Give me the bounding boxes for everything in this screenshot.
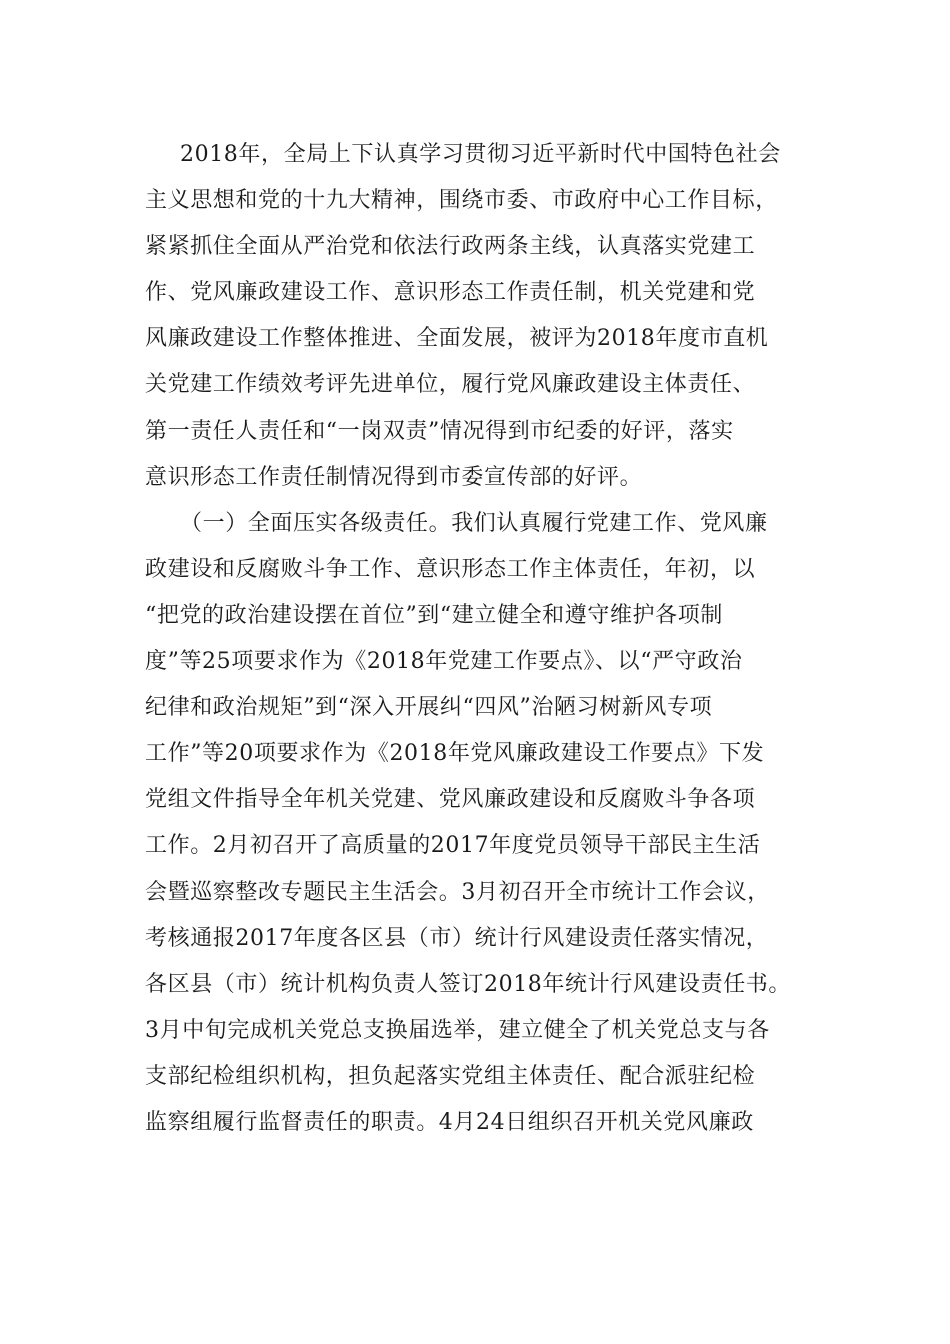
paragraph-2-line-2: 政建设和反腐败斗争工作、意识形态工作主体责任，年初，以 <box>145 556 756 582</box>
paragraph-2-line-8: 工作。2月初召开了高质量的2017年度党员领导干部民主生活 <box>145 833 761 859</box>
paragraph-1-line-2: 主义思想和党的十九大精神，围绕市委、市政府中心工作目标， <box>145 188 778 214</box>
paragraph-1-line-6: 关党建工作绩效考评先进单位，履行党风廉政建设主体责任、 <box>145 372 756 398</box>
paragraph-2-line-12: 3月中旬完成机关党总支换届选举，建立健全了机关党总支与各 <box>145 1017 770 1043</box>
paragraph-2-line-14: 监察组履行监督责任的职责。4月24日组织召开机关党风廉政 <box>145 1109 754 1135</box>
paragraph-2-line-13: 支部纪检组织机构，担负起落实党组主体责任、配合派驻纪检 <box>145 1063 756 1089</box>
paragraph-1-line-8: 意识形态工作责任制情况得到市委宣传部的好评。 <box>145 464 643 490</box>
paragraph-2-line-4: 度”等25项要求作为《2018年党建工作要点》、以“严守政治 <box>145 649 743 675</box>
paragraph-2-line-5: 纪律和政治规矩”到“深入开展纠“四风”治陋习树新风专项 <box>145 695 713 721</box>
paragraph-1-line-4: 作、党风廉政建设工作、意识形态工作责任制，机关党建和党 <box>145 280 756 306</box>
paragraph-2-line-10: 考核通报2017年度各区县（市）统计行风建设责任落实情况， <box>145 925 769 951</box>
paragraph-2-line-3: “把党的政治建设摆在首位”到“建立健全和遵守维护各项制 <box>145 602 723 628</box>
paragraph-2-line-9: 会暨巡察整改专题民主生活会。3月初召开全市统计工作会议， <box>145 879 770 905</box>
paragraph-2-line-6: 工作”等20项要求作为《2018年党风廉政建设工作要点》下发 <box>145 741 765 767</box>
paragraph-1-line-3: 紧紧抓住全面从严治党和依法行政两条主线，认真落实党建工 <box>145 234 756 260</box>
paragraph-1-line-1: 2018年，全局上下认真学习贯彻习近平新时代中国特色社会 <box>180 142 781 167</box>
paragraph-1-line-5: 风廉政建设工作整体推进、全面发展，被评为2018年度市直机 <box>145 326 769 352</box>
paragraph-2-line-11: 各区县（市）统计机构负责人签订2018年统计行风建设责任书。 <box>145 971 791 997</box>
paragraph-2-line-1: （一）全面压实各级责任。我们认真履行党建工作、党风廉 <box>180 510 768 536</box>
document-body <box>145 132 825 1146</box>
paragraph-1-line-7: 第一责任人责任和“一岗双责”情况得到市纪委的好评，落实 <box>145 418 734 444</box>
paragraph-2-line-7: 党组文件指导全年机关党建、党风廉政建设和反腐败斗争各项 <box>145 787 756 813</box>
